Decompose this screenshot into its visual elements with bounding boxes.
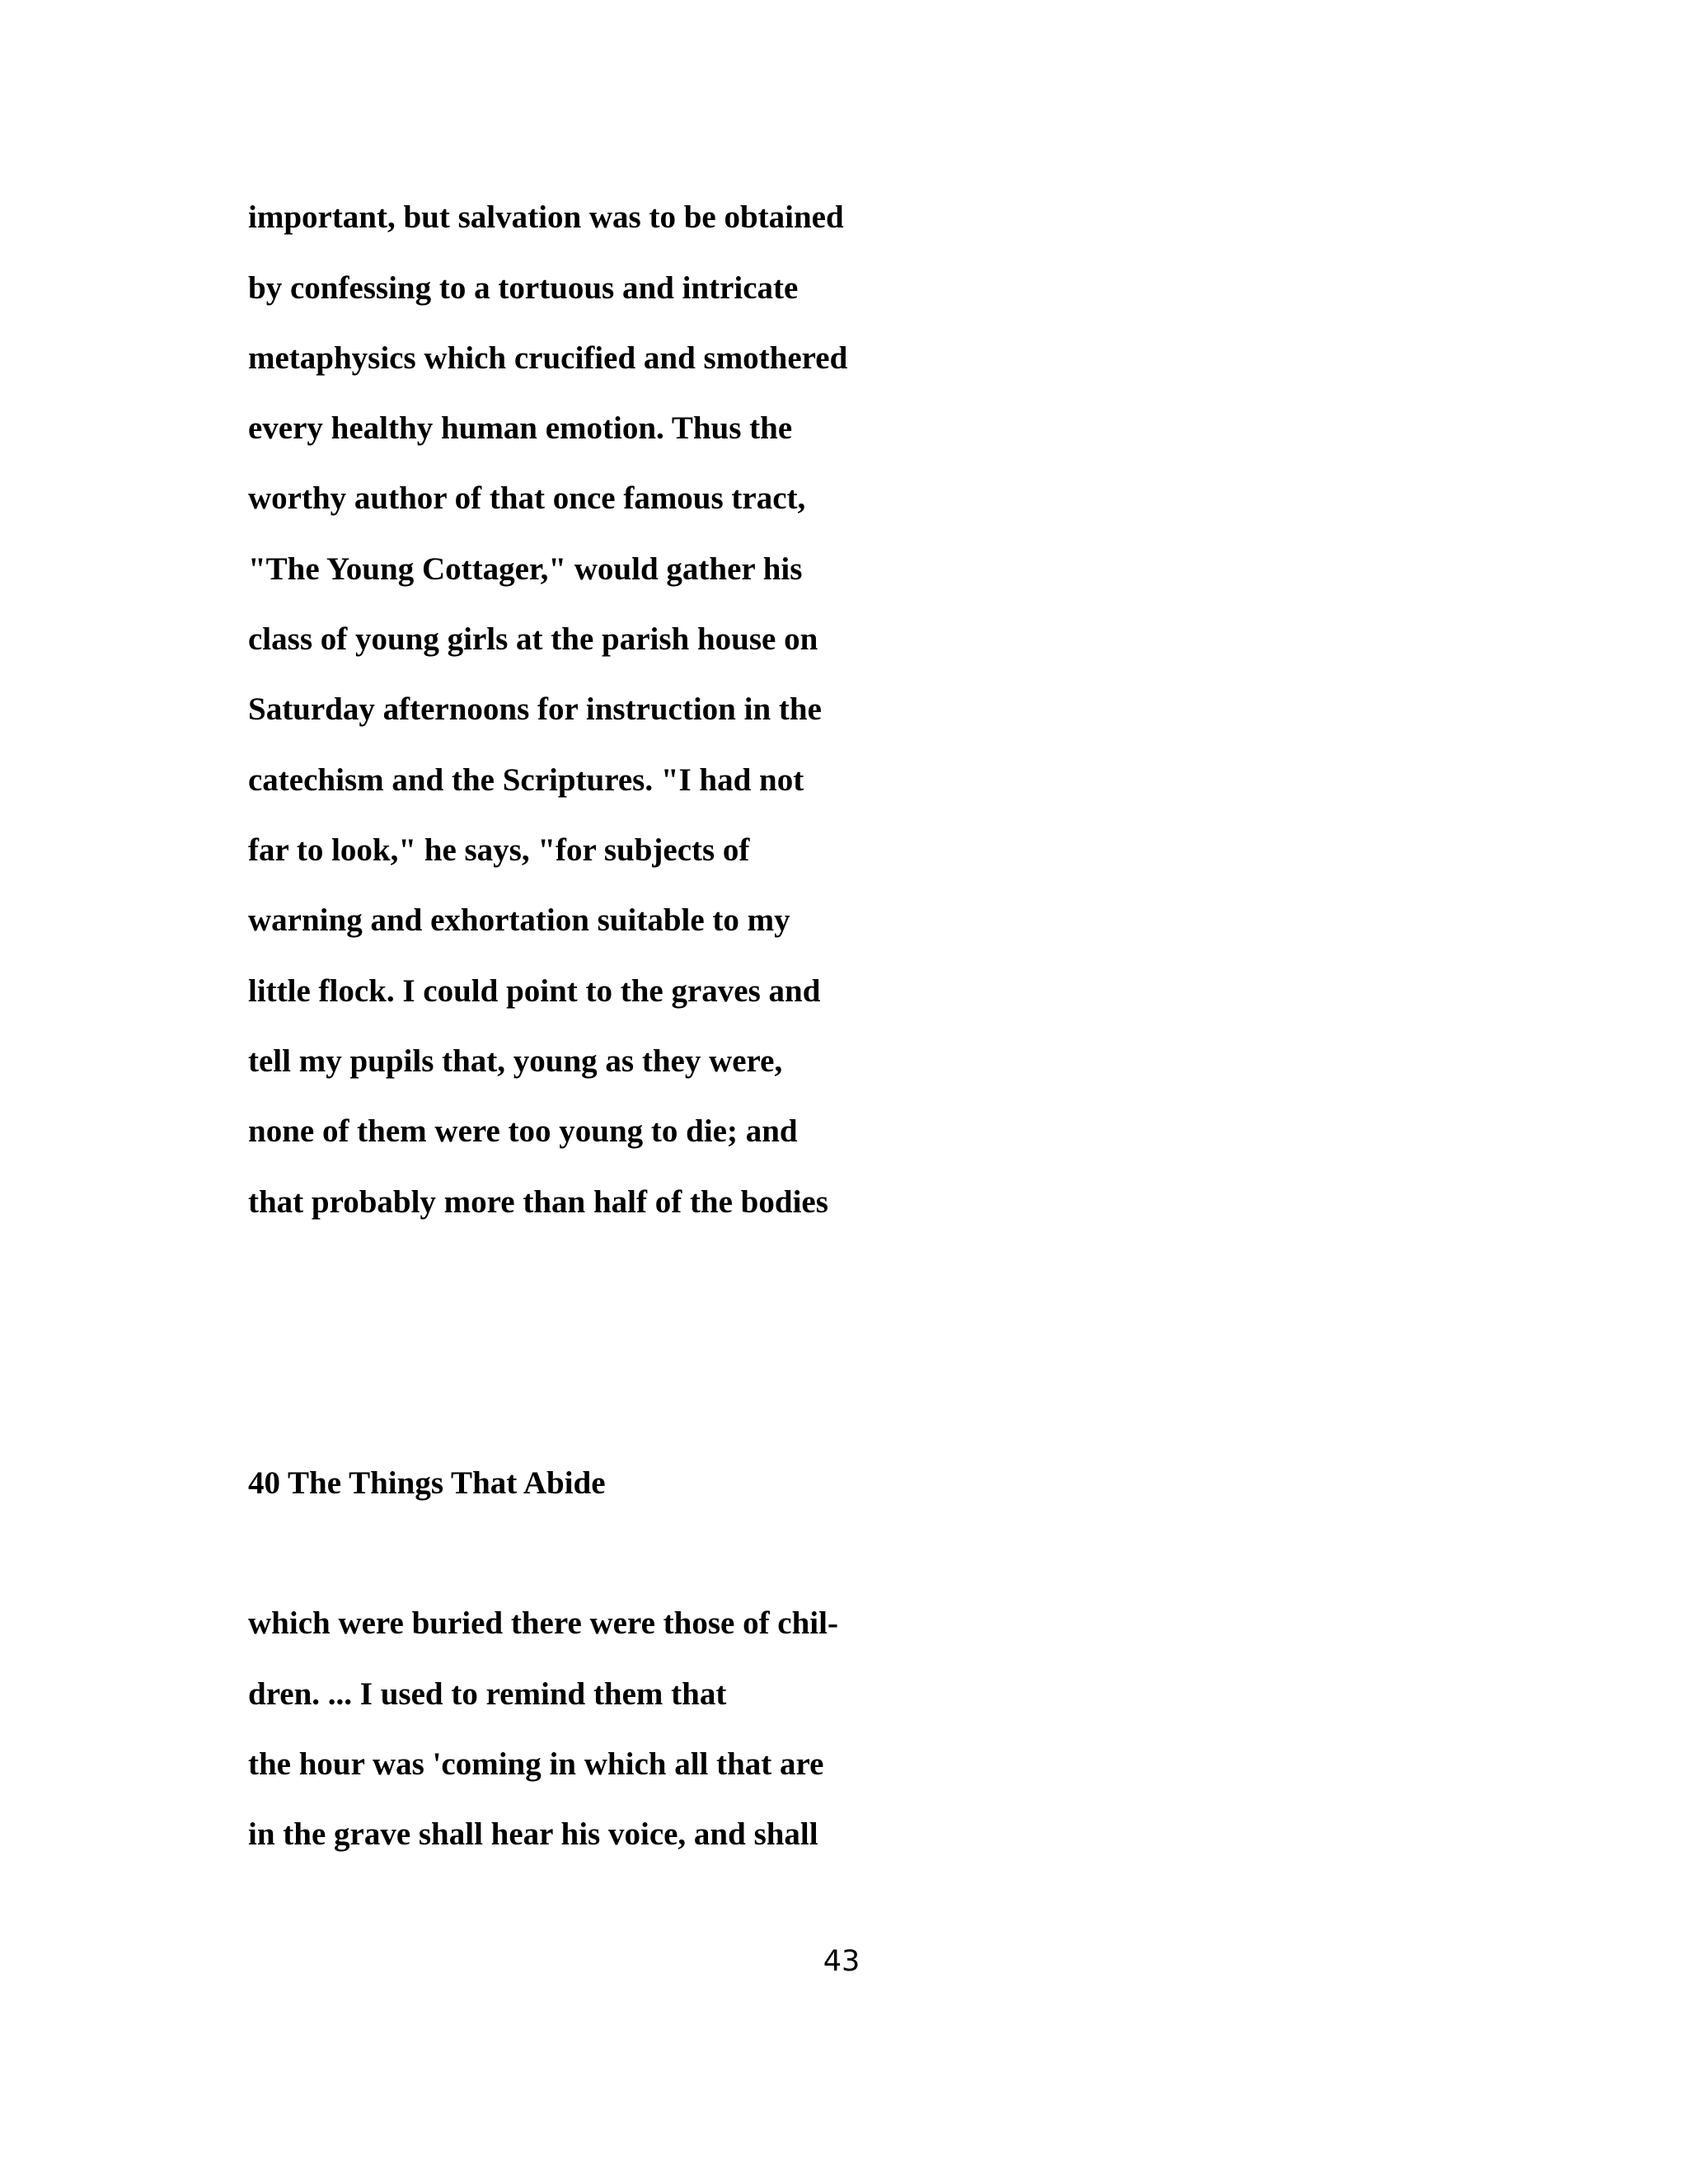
text-line: the hour was 'coming in which all that are [248, 1746, 824, 1782]
running-header: 40 The Things That Abide [248, 1465, 606, 1501]
text-line: "The Young Cottager," would gather his [248, 551, 803, 587]
text-line: catechism and the Scriptures. "I had not [248, 762, 804, 798]
text-line: little flock. I could point to the graves and [248, 973, 821, 1009]
text-line: tell my pupils that, young as they were, [248, 1043, 783, 1079]
text-line: none of them were too young to die; and [248, 1113, 798, 1149]
text-line: class of young girls at the parish house on [248, 621, 818, 657]
text-line: far to look," he says, "for subjects of [248, 832, 750, 868]
text-line: which were buried there were those of chil- [248, 1605, 838, 1641]
page-number: 43 [823, 1945, 860, 1978]
text-line: metaphysics which crucified and smothered [248, 340, 848, 376]
text-line: Saturday afternoons for instruction in the [248, 691, 822, 727]
text-line: in the grave shall hear his voice, and shall [248, 1816, 818, 1852]
text-line: warning and exhortation suitable to my [248, 902, 790, 938]
text-line: dren. ... I used to remind them that [248, 1676, 727, 1712]
text-line: that probably more than half of the bodies [248, 1184, 828, 1220]
text-line: every healthy human emotion. Thus the [248, 410, 793, 446]
text-line: worthy author of that once famous tract, [248, 480, 806, 516]
text-line: important, but salvation was to be obtained [248, 199, 844, 235]
text-line: by confessing to a tortuous and intricate [248, 270, 799, 306]
